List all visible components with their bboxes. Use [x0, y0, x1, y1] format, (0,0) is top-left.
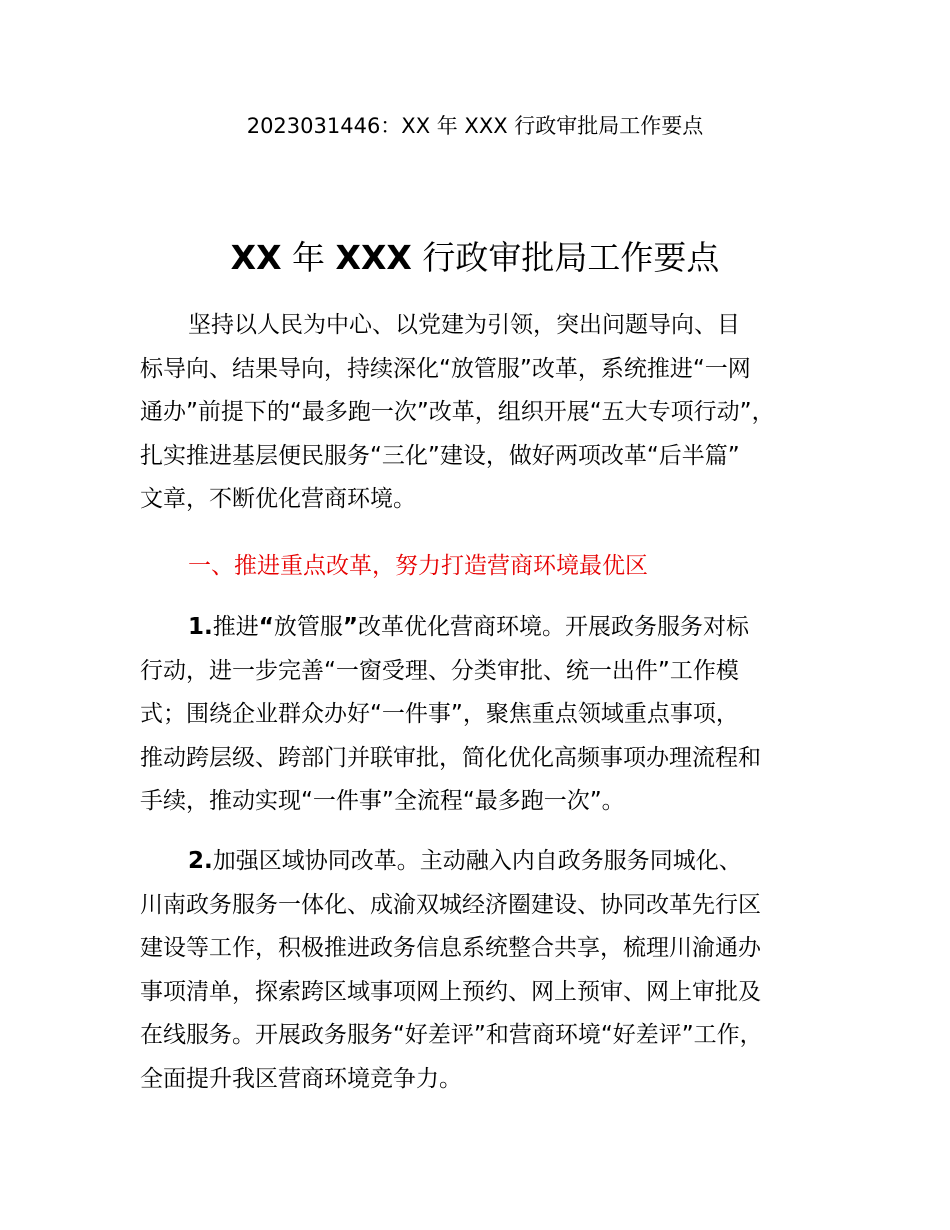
title-part-4: 行政审批局工作要点 — [411, 238, 720, 277]
item-lead-term: 放管服 — [273, 614, 343, 640]
intro-paragraph — [140, 304, 820, 522]
document-title — [0, 236, 950, 280]
item-number: 1. — [188, 614, 213, 640]
paragraph-line: 川南政务服务一体化、成渝双城经济圈建设、协同改革先行区 — [140, 891, 761, 918]
document-header: 2023031446：XX 年 XXX 行政审批局工作要点 — [246, 114, 704, 138]
quote-mark: ” — [342, 614, 358, 640]
paragraph-line — [140, 606, 820, 650]
item-lead: 推进 — [212, 614, 259, 640]
item-1-paragraph — [140, 606, 820, 824]
paragraph-line: 事项清单，探索跨区域事项网上预约、网上预审、网上审批及 — [140, 978, 761, 1005]
item-first-line-rest: 改革优化营商环境。开展政务服务对标 — [358, 614, 749, 640]
paragraph-line: 通办”前提下的“最多跑一次”改革，组织开展“五大专项行动”， — [140, 399, 775, 425]
title-part-1: XX — [230, 238, 282, 277]
item-number: 2. — [188, 848, 213, 874]
paragraph-line — [140, 840, 820, 884]
title-part-2: 年 — [281, 238, 336, 277]
paragraph-line: 建设等工作，积极推进政务信息系统整合共享，梳理川渝通办 — [140, 935, 761, 961]
paragraph-line: 扎实推进基层便民服务“三化”建设，做好两项改革“后半篇” — [140, 442, 740, 469]
paragraph-line: 标导向、结果导向，持续深化“放管服”改革，系统推进“一网 — [140, 355, 751, 382]
paragraph-line: 坚持以人民为中心、以党建为引领，突出问题导向、目 — [188, 312, 740, 338]
paragraph-line: 在线服务。开展政务服务“好差评”和营商环境“好差评”工作， — [140, 1022, 763, 1048]
paragraph-line: 手续，推动实现“一件事”全流程“最多跑一次”。 — [140, 788, 625, 814]
paragraph-line: 行动，进一步完善“一窗受理、分类审批、统一出件”工作模 — [140, 657, 739, 684]
paragraph-line: 式；围绕企业群众办好“一件事”，聚焦重点领域重点事项， — [140, 701, 739, 727]
paragraph-line: 推动跨层级、跨部门并联审批，简化优化高频事项办理流程和 — [140, 744, 761, 771]
paragraph-line: 全面提升我区营商环境竞争力。 — [140, 1065, 462, 1092]
title-part-3: XXX — [335, 238, 412, 277]
item-first-line-rest: 加强区域协同改革。主动融入内自政务服务同城化、 — [212, 848, 742, 874]
paragraph-line: 文章，不断优化营商环境。 — [140, 486, 416, 512]
quote-mark: “ — [258, 614, 274, 640]
item-2-paragraph — [140, 840, 820, 1101]
section-heading: 一、推进重点改革，努力打造营商环境最优区 — [188, 553, 648, 579]
